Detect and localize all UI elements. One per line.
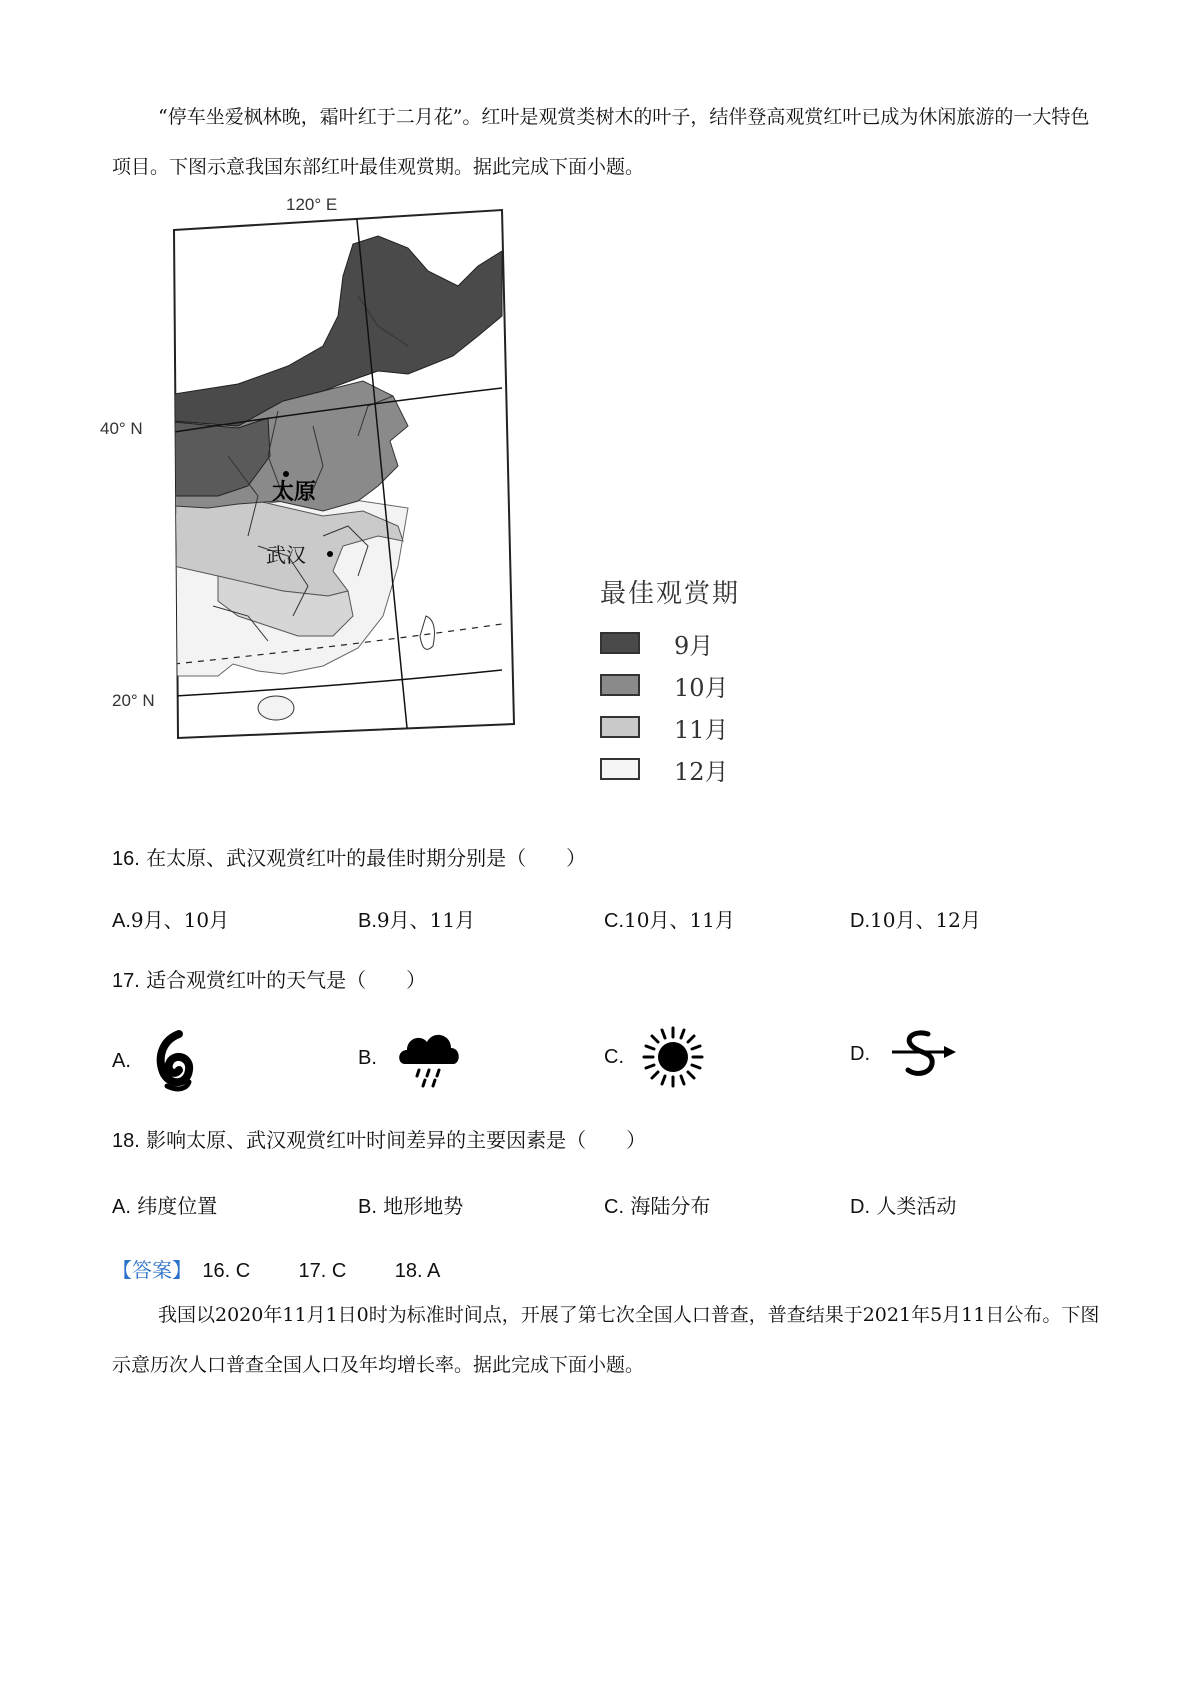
city-label-wuhan: 武汉 xyxy=(266,543,306,567)
legend-item xyxy=(600,664,800,706)
city-dot-taiyuan xyxy=(283,471,289,477)
intro-paragraph: “停车坐爱枫林晚，霜叶红于二月花”。红叶是观赏类树木的叶子，结伴登高观赏红叶已成为休闲旅游的一大特色项目。下图示意我国东部红叶最佳观赏期。据此完成下面小题。 xyxy=(112,106,1090,178)
q18-options xyxy=(112,1190,1112,1230)
rain-cloud-icon xyxy=(395,1026,463,1090)
option-d[interactable]: D. xyxy=(850,1026,958,1082)
city-dot-wuhan xyxy=(327,551,333,557)
lon-label: 120° E xyxy=(286,195,338,214)
legend-title: 最佳观赏期 xyxy=(600,579,741,609)
option-d[interactable]: D.10月、12月 xyxy=(850,908,981,932)
answer-item: 18. A xyxy=(394,1260,441,1282)
question-text: 适合观赏红叶的天气是（ ） xyxy=(146,968,427,992)
hainan-island xyxy=(258,696,294,720)
intro-paragraph-2: 我国以2020年11月1日0时为标准时间点，开展了第七次全国人口普查，普查结果于2021年5月11日公布。下图示意历次人口普查全国人口及年均增长率。据此完成下面小题。 xyxy=(112,1304,1100,1376)
question-text: 在太原、武汉观赏红叶的最佳时期分别是（ ） xyxy=(146,846,587,870)
question-text: 影响太原、武汉观赏红叶时间差异的主要因素是（ ） xyxy=(146,1128,647,1152)
legend-label: 12月 xyxy=(674,757,729,786)
option-b[interactable]: B. xyxy=(358,1026,463,1090)
legend-item xyxy=(600,706,800,748)
option-b[interactable]: B.9月、11月 xyxy=(358,908,476,932)
question-number: 16. xyxy=(112,848,140,870)
lat40-label: 40° N xyxy=(100,419,143,438)
legend-label: 9月 xyxy=(674,631,714,660)
legend-item xyxy=(600,748,800,790)
legend-swatch xyxy=(600,632,640,654)
option-b[interactable]: B. 地形地势 xyxy=(358,1194,464,1218)
option-a[interactable]: A. xyxy=(112,1026,197,1096)
question-18 xyxy=(112,1124,646,1153)
legend-item xyxy=(600,622,800,664)
legend-swatch xyxy=(600,758,640,780)
legend-swatch xyxy=(600,716,640,738)
map-legend xyxy=(600,573,800,790)
question-16 xyxy=(112,842,586,871)
city-label-taiyuan: 太原 xyxy=(272,479,317,505)
lat20-label: 20° N xyxy=(112,691,155,710)
sun-icon xyxy=(642,1026,704,1088)
option-c[interactable]: C.10月、11月 xyxy=(604,908,735,932)
sandstorm-icon xyxy=(888,1026,958,1082)
question-17 xyxy=(112,964,426,993)
answer-tag: 【答案】 xyxy=(112,1258,192,1282)
q17-options xyxy=(112,1026,1112,1096)
red-leaf-map xyxy=(100,195,668,808)
q16-options xyxy=(112,904,1112,944)
answer-line xyxy=(112,1254,478,1283)
typhoon-icon xyxy=(149,1026,197,1096)
legend-swatch xyxy=(600,674,640,696)
answer-item: 16. C xyxy=(202,1260,251,1282)
legend-label: 11月 xyxy=(674,715,729,744)
option-d[interactable]: D. 人类活动 xyxy=(850,1194,957,1218)
question-number: 17. xyxy=(112,970,140,992)
question-number: 18. xyxy=(112,1130,140,1152)
option-a[interactable]: A. 纬度位置 xyxy=(112,1194,218,1218)
option-a[interactable]: A.9月、10月 xyxy=(112,908,230,932)
answer-item: 17. C xyxy=(298,1260,347,1282)
map-svg xyxy=(100,195,668,808)
option-c[interactable]: C. 海陆分布 xyxy=(604,1194,711,1218)
legend-label: 10月 xyxy=(674,673,729,702)
option-c[interactable]: C. xyxy=(604,1026,704,1088)
